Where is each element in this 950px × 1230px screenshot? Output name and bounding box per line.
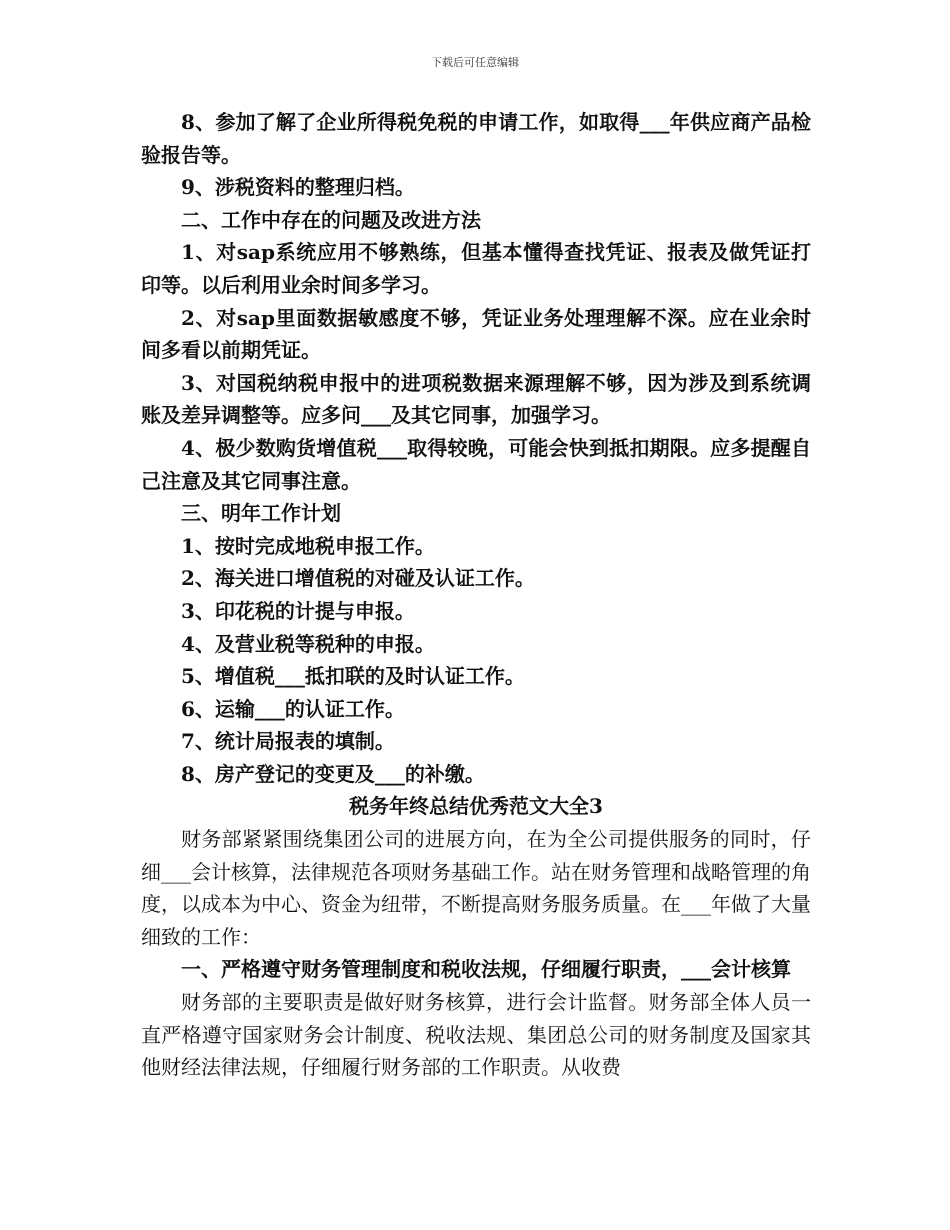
list-item: 6、运输___的认证工作。 — [181, 696, 405, 721]
document-body — [141, 106, 811, 1084]
list-item: 1、按时完成地税申报工作。 — [181, 533, 435, 558]
paragraph: 财务部的主要职责是做好财务核算，进行会计监督。财务部全体人员一直严格遵守国家财务会计制度、税收法规、集团总公司的财务制度及国家其他财经法律法规，仔细履行财务部的工作职责。从收费 — [141, 990, 811, 1080]
paragraph: 4、极少数购货增值税___取得较晚，可能会快到抵扣期限。应多提醒自己注意及其它同事注意。 — [141, 435, 811, 493]
paragraph: 2、对sap里面数据敏感度不够，凭证业务处理理解不深。应在业余时间多看以前期凭证。 — [141, 305, 811, 363]
list-item: 5、增值税___抵扣联的及时认证工作。 — [181, 664, 525, 689]
list-item: 4、及营业税等税种的申报。 — [181, 631, 435, 656]
list-item: 7、统计局报表的填制。 — [181, 729, 395, 754]
section-heading: 一、严格遵守财务管理制度和税收法规，仔细履行职责，___会计核算 — [181, 957, 791, 982]
paragraph: 3、对国税纳税申报中的进项税数据来源理解不够，因为涉及到系统调账及差异调整等。应多问___及其它同事，加强学习。 — [141, 370, 811, 428]
page-header: 下载后可任意编辑 — [431, 56, 519, 69]
paragraph: 9、涉税资料的整理归档。 — [181, 175, 415, 200]
list-item: 8、房产登记的变更及___的补缴。 — [181, 761, 485, 786]
section-heading: 二、工作中存在的问题及改进方法 — [181, 207, 481, 232]
list-item: 2、海关进口增值税的对碰及认证工作。 — [181, 566, 535, 591]
article-title: 税务年终总结优秀范文大全3 — [349, 794, 603, 819]
paragraph: 1、对sap系统应用不够熟练，但基本懂得查找凭证、报表及做凭证打印等。以后利用业余时间多学习。 — [141, 240, 811, 297]
list-item: 3、印花税的计提与申报。 — [181, 598, 415, 623]
paragraph: 财务部紧紧围绕集团公司的进展方向，在为全公司提供服务的同时，仔细___会计核算，法律规范各项财务基础工作。站在财务管理和战略管理的角度，以成本为中心、资金为纽带，不断提高财务服务质量。在___年做了大量细致的工作： — [141, 827, 811, 949]
paragraph: 8、参加了解了企业所得税免税的申请工作，如取得___年供应商产品检验报告等。 — [141, 110, 811, 167]
section-heading: 三、明年工作计划 — [181, 501, 341, 526]
